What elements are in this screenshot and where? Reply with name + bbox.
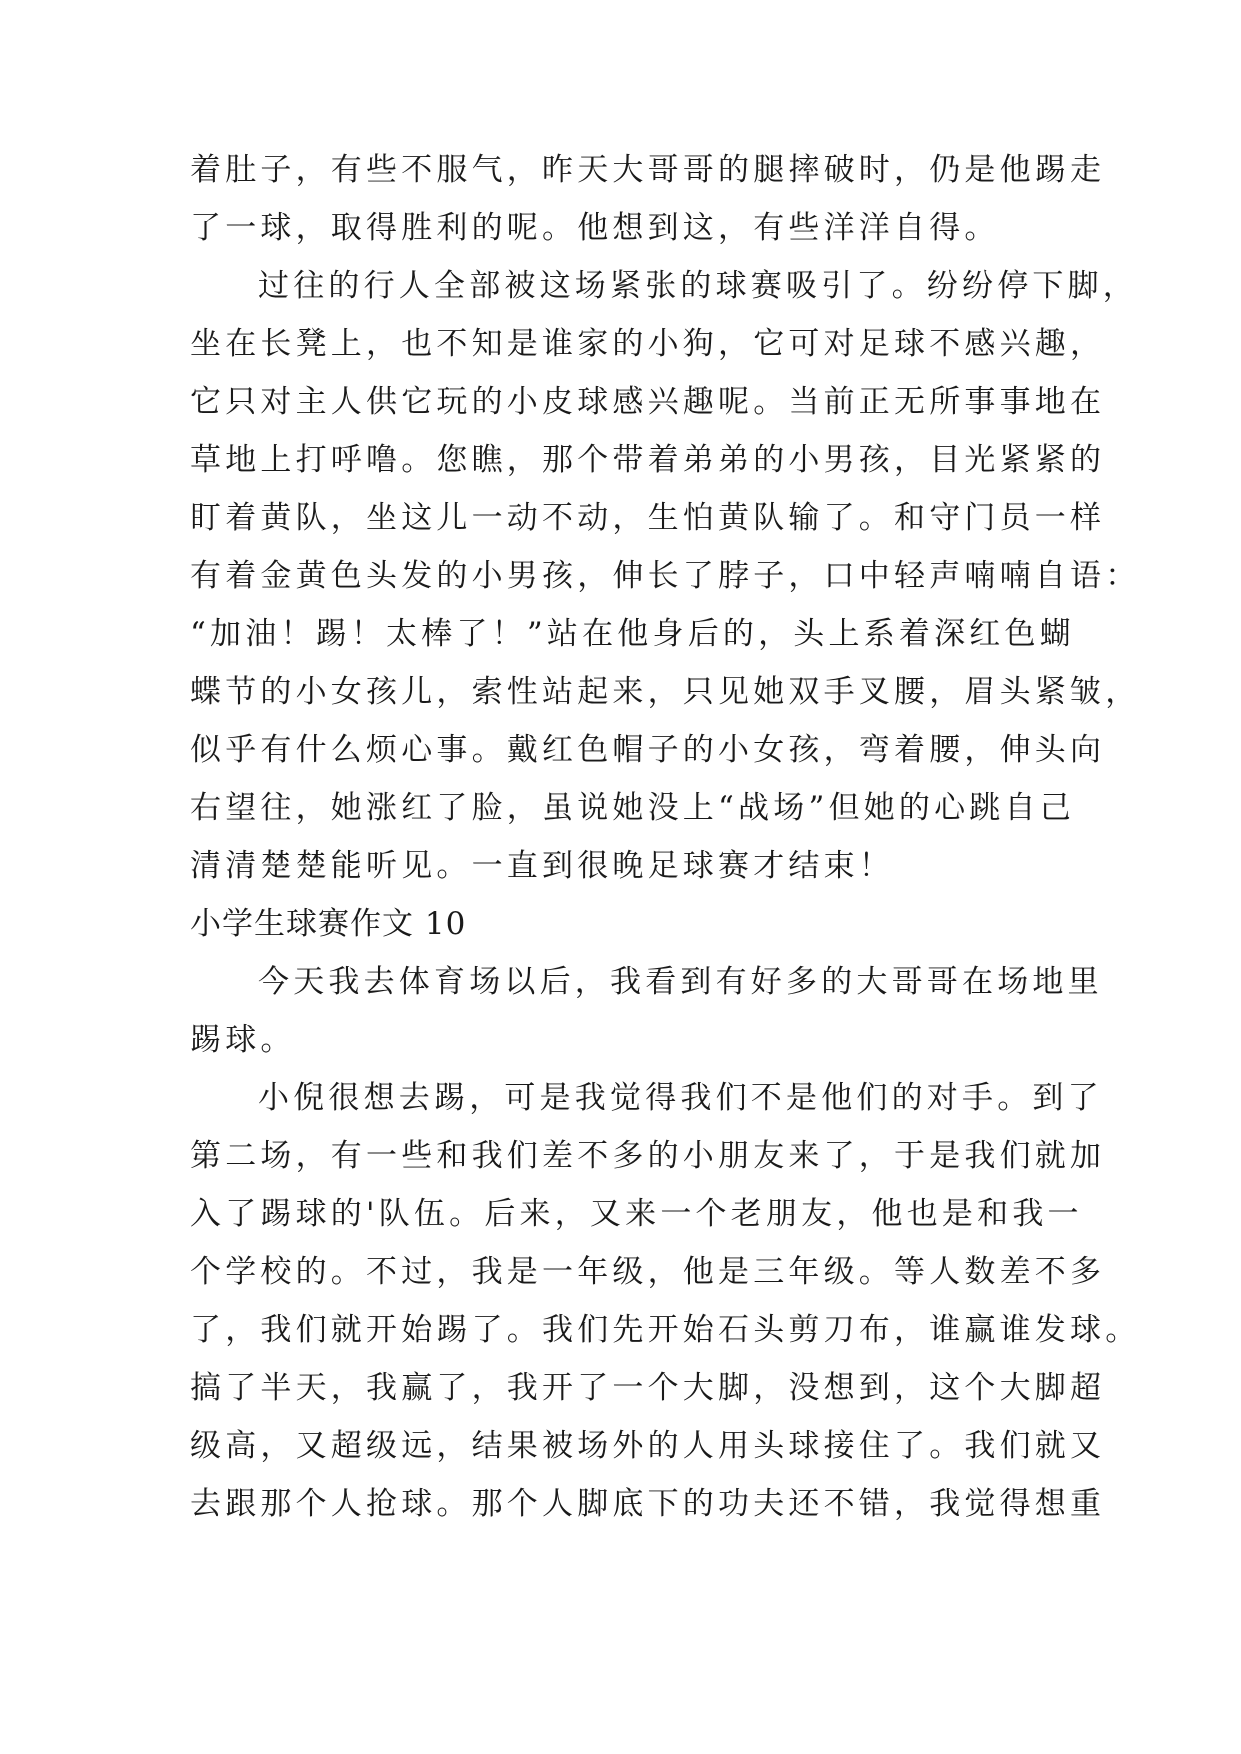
text-line: 个学校的。不过，我是一年级，他是三年级。等人数差不多 [190, 1254, 1106, 1290]
text-line: 它只对主人供它玩的小皮球感兴趣呢。当前正无所事事地在 [190, 384, 1106, 420]
text-line: 蝶节的小女孩儿，索性站起来，只见她双手叉腰，眉头紧皱， [190, 674, 1141, 710]
text-line: 了，我们就开始踢了。我们先开始石头剪刀布，谁赢谁发球。 [190, 1312, 1141, 1348]
text-line: 入了踢球的'队伍。后来，又来一个老朋友，他也是和我一 [190, 1196, 1083, 1232]
text-line: 了一球，取得胜利的呢。他想到这，有些洋洋自得。 [190, 210, 1000, 246]
text-line: 着肚子，有些不服气，昨天大哥哥的腿摔破时，仍是他踢走 [190, 152, 1106, 188]
text-line: 草地上打呼噜。您瞧，那个带着弟弟的小男孩，目光紧紧的 [190, 442, 1106, 478]
text-line: 去跟那个人抢球。那个人脚底下的功夫还不错，我觉得想重 [190, 1486, 1106, 1522]
text-line: 清清楚楚能听见。一直到很晚足球赛才结束！ [190, 848, 894, 884]
text-line: 第二场，有一些和我们差不多的小朋友来了，于是我们就加 [190, 1138, 1106, 1174]
text-line: 盯着黄队，坐这儿一动不动，生怕黄队输了。和守门员一样 [190, 500, 1106, 536]
text-line: 级高，又超级远，结果被场外的人用头球接住了。我们就又 [190, 1428, 1106, 1464]
paragraph-first-line: 过往的行人全部被这场紧张的球赛吸引了。纷纷停下脚， [258, 268, 1138, 304]
text-line: 坐在长凳上，也不知是谁家的小狗，它可对足球不感兴趣， [190, 326, 1106, 362]
paragraph-first-line: 今天我去体育场以后，我看到有好多的大哥哥在场地里 [258, 964, 1103, 1000]
text-line: 有着金黄色头发的小男孩，伸长了脖子，口中轻声喃喃自语： [190, 558, 1141, 594]
paragraph-first-line: 小倪很想去踢，可是我觉得我们不是他们的对手。到了 [258, 1080, 1103, 1116]
text-line: 踢球。 [190, 1022, 296, 1058]
section-heading: 小学生球赛作文 10 [190, 906, 467, 942]
text-line: 似乎有什么烦心事。戴红色帽子的小女孩，弯着腰，伸头向 [190, 732, 1106, 768]
text-line: “加油！踢！太棒了！”站在他身后的，头上系着深红色蝴 [190, 616, 1075, 652]
text-line: 右望往，她涨红了脸，虽说她没上“战场”但她的心跳自己 [190, 790, 1075, 826]
text-line: 搞了半天，我赢了，我开了一个大脚，没想到，这个大脚超 [190, 1370, 1106, 1406]
